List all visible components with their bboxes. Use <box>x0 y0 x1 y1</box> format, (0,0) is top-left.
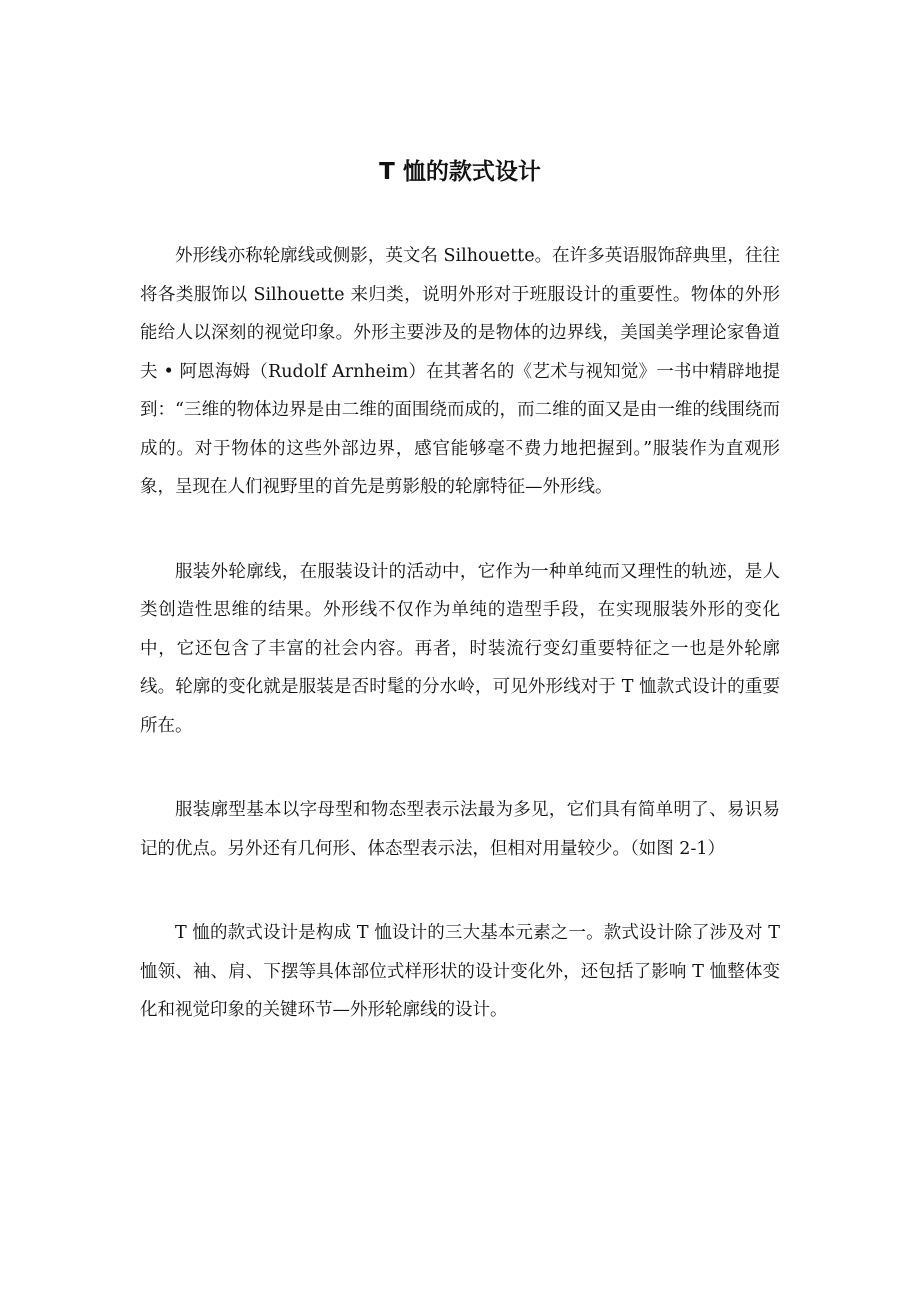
document-title: T 恤的款式设计 <box>379 159 541 185</box>
paragraph-silhouette-definition: 外形线亦称轮廓线或侧影，英文名 Silhouette。在许多英语服饰辞典里，往往将各类服饰以 Silhouette 来归类，说明外形对于班服设计的重要性。物体的外形能给人以深刻的视觉印象。外形主要涉及的是物体的边界线，美国美学理论家鲁道夫 • 阿恩海姆（Rudolf Arnheim）在其著名的《艺术与视知觉》一书中精辟地提到：“三维的物体边界是由二维的面围绕而成的，而二维的面又是由一维的线围绕而成的。对于物体的这些外部边界，感官能够毫不费力地把握到。”服装作为直观形象，呈现在人们视野里的首先是剪影般的轮廓特征—外形线。 <box>140 246 780 497</box>
paragraph-outer-contour: 服装外轮廓线，在服装设计的活动中，它作为一种单纯而又理性的轨迹，是人类创造性思维的结果。外形线不仅作为单纯的造型手段，在实现服装外形的变化中，它还包含了丰富的社会内容。再者，时装流行变幻重要特征之一也是外轮廓线。轮廓的变化就是服装是否时髦的分水岭，可见外形线对于 T 恤款式设计的重要所在。 <box>140 561 780 736</box>
paragraph-silhouette-types: 服装廓型基本以字母型和物态型表示法最为多见，它们具有简单明了、易识易记的优点。另外还有几何形、体态型表示法，但相对用量较少。（如图 2-1） <box>140 800 780 859</box>
document-body <box>140 237 780 1030</box>
paragraph-tshirt-style-design: T 恤的款式设计是构成 T 恤设计的三大基本元素之一。款式设计除了涉及对 T 恤领、袖、肩、下摆等具体部位式样形状的设计变化外，还包括了影响 T 恤整体变化和视觉印象的关键环节—外形轮廓线的设计。 <box>140 923 780 1020</box>
